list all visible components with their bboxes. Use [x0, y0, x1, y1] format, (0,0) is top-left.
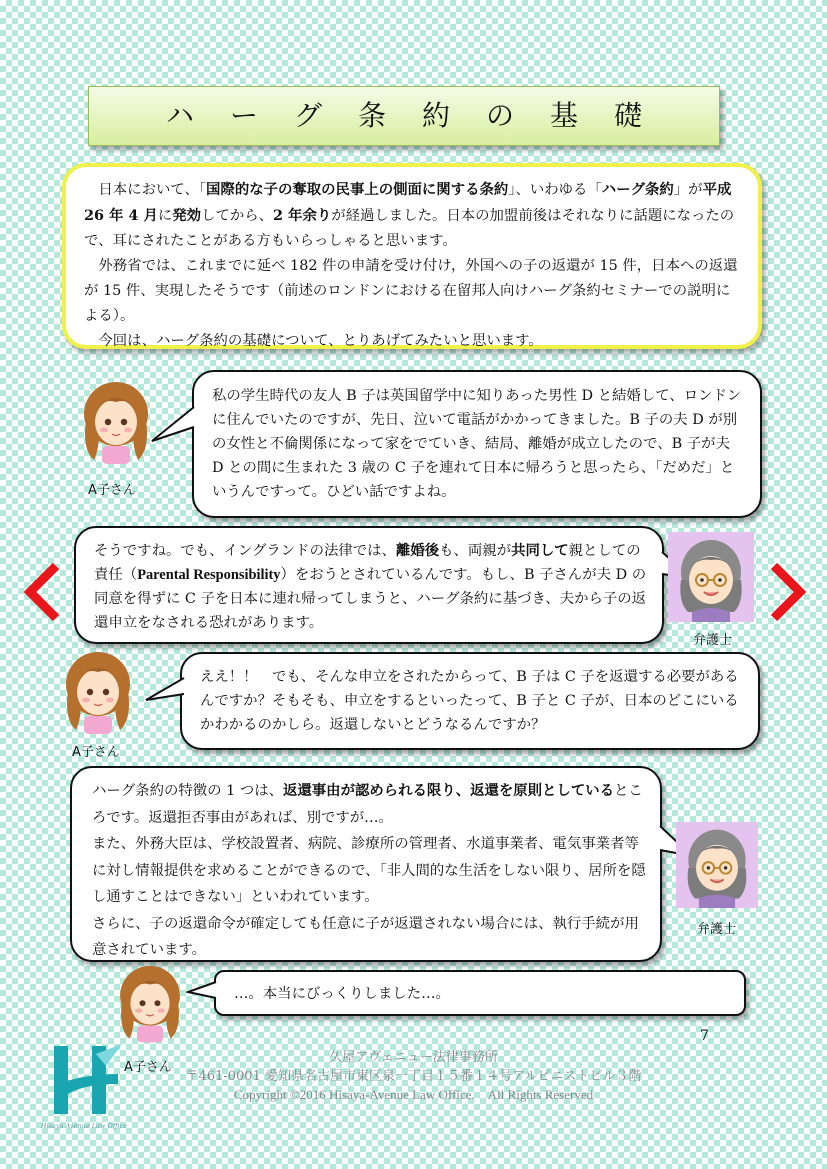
- bubble-tail: [186, 980, 218, 1004]
- footer-address: 〒461-0001 愛知県名古屋市東区泉一丁目１５番１４号アルピニストビル３階: [185, 1069, 642, 1084]
- a-san-avatar: [82, 380, 150, 470]
- a-san-avatar: [64, 650, 132, 740]
- speech-bubble-a-3: [214, 970, 746, 1016]
- intro-paragraph-2: 外務省では、これまでに延べ 182 件の申請を受け付け，外国への子の返還が 15 件，日本への返還が 15 件、実現したそうです（前述のロンドンにおける在留邦人向けハーグ条約セミナーでの説明による）。: [84, 258, 738, 324]
- speaker-label-a: A子さん: [88, 483, 136, 498]
- speech-bubble-a-1: [192, 370, 762, 518]
- bubble-tail: [144, 676, 186, 712]
- intro-box: [62, 163, 762, 349]
- dialog-text: …。本当にびっくりしました…。: [234, 986, 450, 1002]
- speaker-label-lawyer: 弁護士: [693, 633, 733, 648]
- bubble-tail: [150, 405, 196, 445]
- title-banner: [88, 86, 720, 146]
- speech-bubble-a-2: [180, 652, 760, 750]
- speech-bubble-lawyer-2: [70, 766, 662, 962]
- lawyer-avatar: [674, 822, 760, 908]
- dialog-text: また、外務大臣は、学校設置者、病院、診療所の管理者、水道事業者、電気事業者等に対し情報提供を求めることができるので、「非人間的な生活をしない限り、居所を隠し通すことはできない」といわれています。: [92, 836, 646, 905]
- page-number: 7: [700, 1028, 709, 1044]
- footer-copyright: Copyright ©2016 Hisaya-Avenue Law Office. All Rights Reserved: [233, 1087, 594, 1102]
- dialog-text: ええ！！ でも、そんな申立をされたからって、B 子は C 子を返還する必要があるんですか？そもそも、申立をするといったって、B 子と C 子が、日本のどこにいるかわかるのかしら。返還しないとどうなるんですか？: [200, 669, 739, 733]
- logo-text: Hisaya Avenue Law Office: [40, 1122, 128, 1130]
- speech-bubble-lawyer-1: [74, 526, 664, 644]
- a-san-avatar: [118, 964, 182, 1048]
- speaker-label-a: A子さん: [124, 1060, 172, 1075]
- dialog-text: さらに、子の返還命令が確定しても任意に子が返還されない場合には、執行手続が用意されています。: [92, 915, 639, 958]
- footer-office-name: 久屋アヴェニュー法律事務所: [329, 1050, 498, 1065]
- arrow-left-icon: [22, 562, 62, 622]
- intro-paragraph-3: 今回は、ハーグ条約の基礎について、とりあげてみたいと思います。: [98, 333, 543, 349]
- page-title: ハーグ条約の基礎: [165, 99, 678, 132]
- speaker-label-a: A子さん: [72, 745, 120, 760]
- dialog-text: そうですね。でも、イングランドの法律では、離婚後も、両親が共同して親としての責任（Parental Responsibility）をおうとされているんです。もし、B 子さんが夫 D の同意を得ずに C 子を日本に連れ帰ってしまうと、ハーグ条約に基づき、夫から子の返還申立をなされる恐れがあります。: [94, 542, 647, 631]
- speaker-label-lawyer: 弁護士: [697, 922, 737, 937]
- dialog-text: 私の学生時代の友人 B 子は英国留学中に知りあった男性 D と結婚して、ロンドンに住んでいたのですが、先日、泣いて電話がかかってきました。B 子の夫 D が別の女性と不倫関係になって家をでていき、結局、離婚が成立したので、B 子が夫 D との間に生まれた 3 歳の C 子を連れて日本に帰ろうと思ったら、「だめだ」というんですって。ひどい話ですよね。: [212, 388, 742, 500]
- dialog-text: ハーグ条約の特徴の 1 つは、返還事由が認められる限り、返還を原則としているところです。返還拒否事由があれば、別ですが…。: [92, 782, 643, 826]
- intro-paragraph-1: 日本において、「国際的な子の奪取の民事上の側面に関する条約」、いわゆる「ハーグ条約」が平成 26 年 4 月に発効してから、2 年余りが経過しました。日本の加盟前後はそれなりに話題になったので、耳にされたことがある方もいらっしゃると思います。: [84, 181, 735, 249]
- arrow-right-icon: [768, 562, 808, 622]
- lawyer-avatar: [668, 532, 754, 622]
